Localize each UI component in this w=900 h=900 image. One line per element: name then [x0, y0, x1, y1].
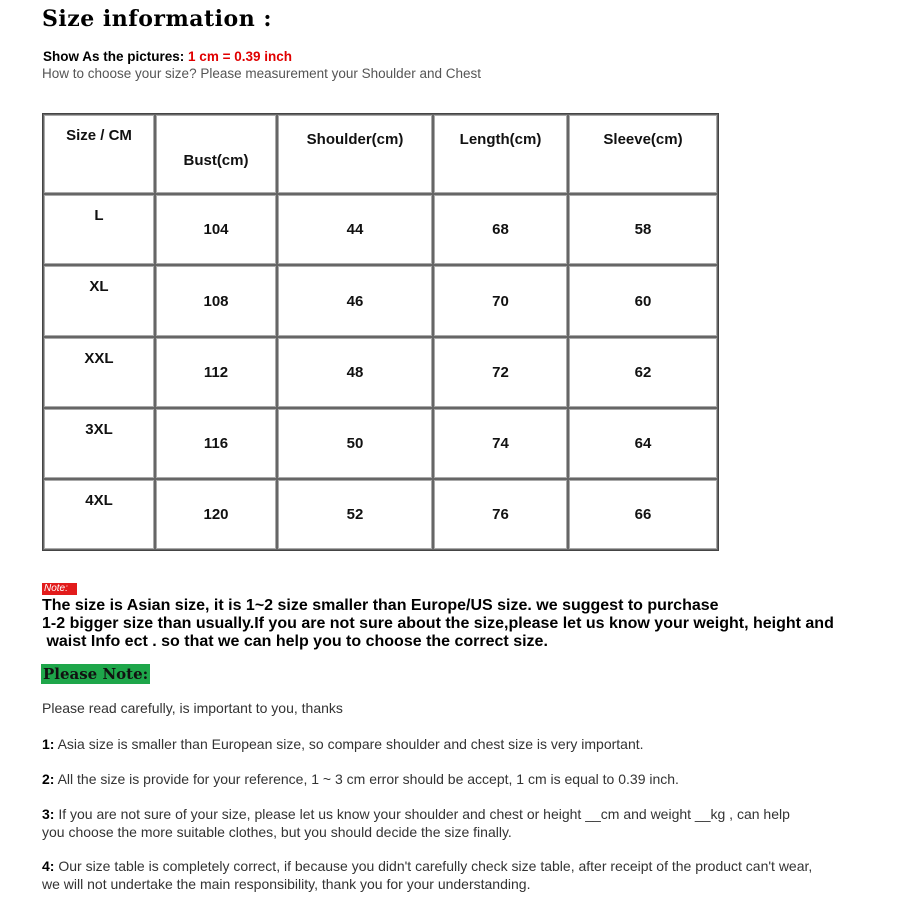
bust-cell: 116	[155, 408, 277, 479]
bust-cell: 112	[155, 337, 277, 408]
sleeve-cell: 60	[568, 265, 718, 336]
header-length: Length(cm)	[433, 114, 568, 194]
table-row	[43, 408, 718, 479]
length-cell: 74	[433, 408, 568, 479]
bust-cell: 104	[155, 194, 277, 265]
length-cell: 68	[433, 194, 568, 265]
sleeve-cell: 58	[568, 194, 718, 265]
asian-size-notice	[42, 597, 882, 651]
table-row	[43, 337, 718, 408]
notice-line: 1-2 bigger size than usually.If you are not sure about the size,please let us know your weight, height and	[42, 615, 834, 632]
item-text: you choose the more suitable clothes, but you should decide the size finally.	[42, 824, 512, 840]
page-title: Size information :	[42, 6, 272, 32]
size-cell: L	[43, 194, 155, 265]
size-cell: XL	[43, 265, 155, 336]
unit-conversion	[43, 49, 292, 64]
bust-cell: 120	[155, 479, 277, 550]
note-item-3	[42, 805, 872, 841]
item-text: If you are not sure of your size, please let us know your shoulder and chest or height __cm and weight __kg , can help	[58, 806, 790, 822]
item-number: 1:	[42, 736, 55, 752]
note-item-1	[42, 735, 872, 753]
show-as-label: Show As the pictures:	[43, 49, 185, 64]
notice-line: waist Info ect . so that we can help you to choose the correct size.	[42, 633, 548, 650]
item-text: we will not undertake the main responsibility, thank you for your understanding.	[42, 876, 531, 892]
sleeve-cell: 66	[568, 479, 718, 550]
sleeve-cell: 64	[568, 408, 718, 479]
length-cell: 76	[433, 479, 568, 550]
item-number: 2:	[42, 771, 55, 787]
item-text: Asia size is smaller than European size, so compare shoulder and chest size is very important.	[57, 736, 644, 752]
size-cell: 4XL	[43, 479, 155, 550]
conversion-value: 1 cm = 0.39 inch	[188, 49, 292, 64]
table-header-row	[43, 114, 718, 194]
shoulder-cell: 50	[277, 408, 433, 479]
note-item-4	[42, 857, 872, 893]
table-row	[43, 265, 718, 336]
item-text: All the size is provide for your reference, 1 ~ 3 cm error should be accept, 1 cm is equal to 0.39 inch.	[57, 771, 679, 787]
header-size: Size / CM	[43, 114, 155, 194]
header-bust: Bust(cm)	[155, 114, 277, 194]
shoulder-cell: 52	[277, 479, 433, 550]
item-number: 3:	[42, 806, 55, 822]
shoulder-cell: 46	[277, 265, 433, 336]
read-carefully-text: Please read carefully, is important to you, thanks	[42, 700, 343, 716]
shoulder-cell: 48	[277, 337, 433, 408]
header-sleeve: Sleeve(cm)	[568, 114, 718, 194]
sleeve-cell: 62	[568, 337, 718, 408]
table-row	[43, 194, 718, 265]
size-cell: XXL	[43, 337, 155, 408]
length-cell: 72	[433, 337, 568, 408]
table-row	[43, 479, 718, 550]
shoulder-cell: 44	[277, 194, 433, 265]
size-table	[42, 113, 719, 551]
item-text: Our size table is completely correct, if because you didn't carefully check size table, after receipt of the product can't wear,	[58, 858, 813, 874]
bust-cell: 108	[155, 265, 277, 336]
header-shoulder: Shoulder(cm)	[277, 114, 433, 194]
please-note-heading: Please Note:	[43, 665, 149, 683]
item-number: 4:	[42, 858, 55, 874]
length-cell: 70	[433, 265, 568, 336]
note-item-2	[42, 770, 872, 788]
notice-line: The size is Asian size, it is 1~2 size smaller than Europe/US size. we suggest to purchase	[42, 597, 719, 614]
note-badge: Note:	[42, 583, 77, 595]
how-to-choose-text: How to choose your size? Please measurement your Shoulder and Chest	[42, 66, 481, 81]
size-cell: 3XL	[43, 408, 155, 479]
